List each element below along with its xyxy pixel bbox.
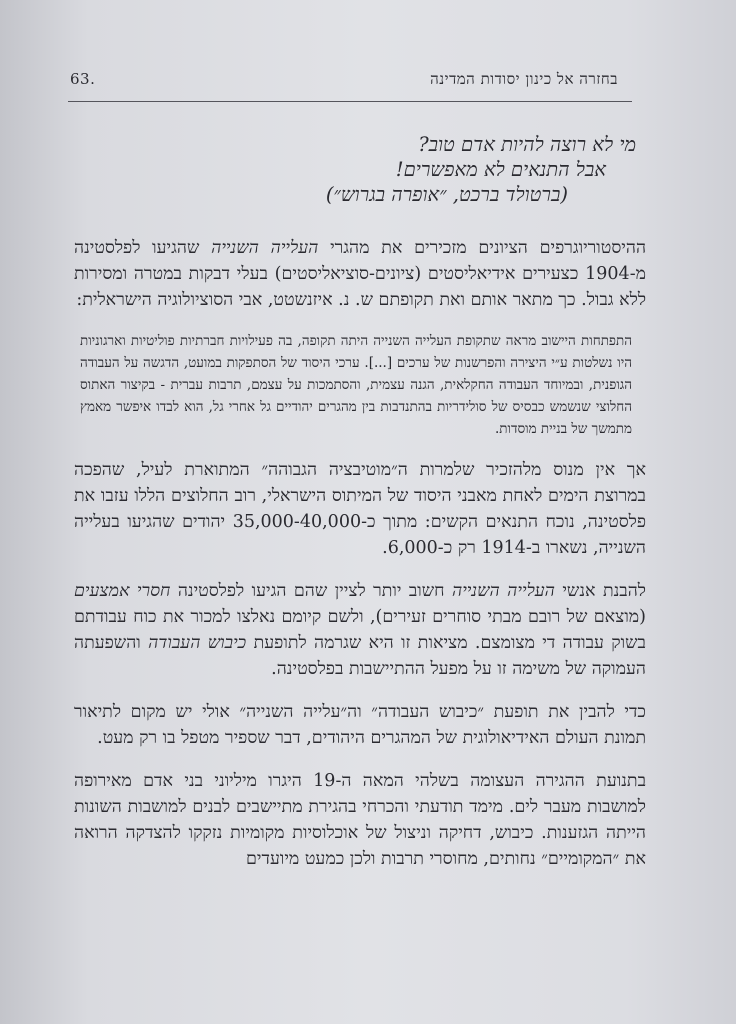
epigraph-attribution: (ברטולד ברכט, ״אופרה בגרוש״)	[325, 183, 568, 206]
paragraph-1-text-a: ההיסטוריוגרפים הציונים מזכירים את מהגרי	[318, 238, 647, 258]
body-text	[74, 235, 646, 889]
block-quote: התפתחות היישוב מראה שתקופת העלייה השנייה היתה תקופה, בה פעילויות חברתיות פוליטיות וארגוניות היו נשלטות ע״י היצירה והפרשנות של ערכים [...]. ערכי היסוד של הסתפקות במועט, הדגשה על העבודה הגופנית, ובמיוחד העבודה החקלאית, הגנה עצמית, והסתמכות על עצמם, תרבות עברית - בקיצור האתוס החלוצי שנשמש כבסיס של סולידריות בהתנדבות בין מהגרים יהודיים גל אחרי גל, הוא לבדו איפשר מאמץ מתמשך של בניית מוסדות.	[80, 333, 632, 437]
paragraph-3-emphasis-2: חסרי אמצעים	[74, 581, 171, 601]
paragraph-1-text-b: שהגיעו לפלסטינה מ-1904 כצעירים אידיאליסטים (ציונים-סוציאליסטים) בעלי דבקות במטרה ומסירות ללא גבול. כך מתאר אותם ואת תקופתם ש. נ. איזנשטט, אבי הסוציולוגיה הישראלית:	[74, 238, 646, 310]
paragraph-3-emphasis-1: העלייה השנייה	[451, 581, 555, 601]
running-header	[70, 70, 618, 89]
page-number: 63.	[70, 70, 96, 88]
paragraph-3-emphasis-3: כיבוש העבודה	[148, 633, 247, 653]
paragraph-1	[74, 235, 646, 313]
paragraph-2: אך אין מנוס מלהזכיר שלמרות ה״מוטיבציה הגבוהה״ המתוארת לעיל, שהפכה במרוצת הימים לאחת מאבני היסוד של המיתוס הישראלי, רוב החלוצים הללו עזבו את פלסטינה, נוכח התנאים הקשים: מתוך כ-35,000-40,000 יהודים שהגיעו בעלייה השנייה, נשארו ב-1914 רק כ-6,000.	[74, 460, 646, 558]
paragraph-4: כדי להבין את תופעת ״כיבוש העבודה״ וה״עלייה השנייה״ אולי יש מקום לתיאור תמונת העולם האידיאולוגית של המהגרים היהודים, דבר שספיר מטפל בו רק מעט.	[74, 702, 646, 748]
paragraph-3-text-a: להבנת אנשי	[554, 581, 646, 601]
paragraph-1-emphasis: העלייה השנייה	[211, 238, 319, 258]
paragraph-5: בתנועת ההגירה העצומה בשלהי המאה ה-19 היגרו מיליוני בני אדם מאירופה למושבות מעבר לים. מימד תודעתי והכרחי בהגירת מתיישבים לבנים למושבות השונות הייתה הגזענות. כיבוש, דחיקה וניצול של אוכלוסיות מקומיות נזקקו להצדקה הרואה את ״המקומיים״ נחותים, מחוסרי תרבות ולכן כמעט מיועדים	[74, 771, 647, 869]
paragraph-3	[74, 578, 646, 682]
epigraph-line-1: מי לא רוצה להיות אדם טוב?	[418, 133, 636, 156]
epigraph	[60, 132, 636, 207]
header-title: בחזרה אל כינון יסודות המדינה	[430, 70, 618, 88]
header-rule	[68, 101, 632, 102]
paragraph-3-text-d: והשפעתה העמוקה של משימה זו על מפעל ההתיישבות בפלסטינה.	[74, 633, 646, 679]
epigraph-line-2: אבל התנאים לא מאפשרים!	[395, 158, 606, 181]
paragraph-3-text-c: (מוצאם של רובם מבתי סוחרים זעירים), ולשם קיומם נאלצו למכור את כוח עבודתם בשוק עבודה די מצומצם. מציאות זו היא שגרמה לתופעת	[74, 607, 646, 653]
paragraph-3-text-b: חשוב יותר לציין שהם הגיעו לפלסטינה	[170, 581, 452, 601]
